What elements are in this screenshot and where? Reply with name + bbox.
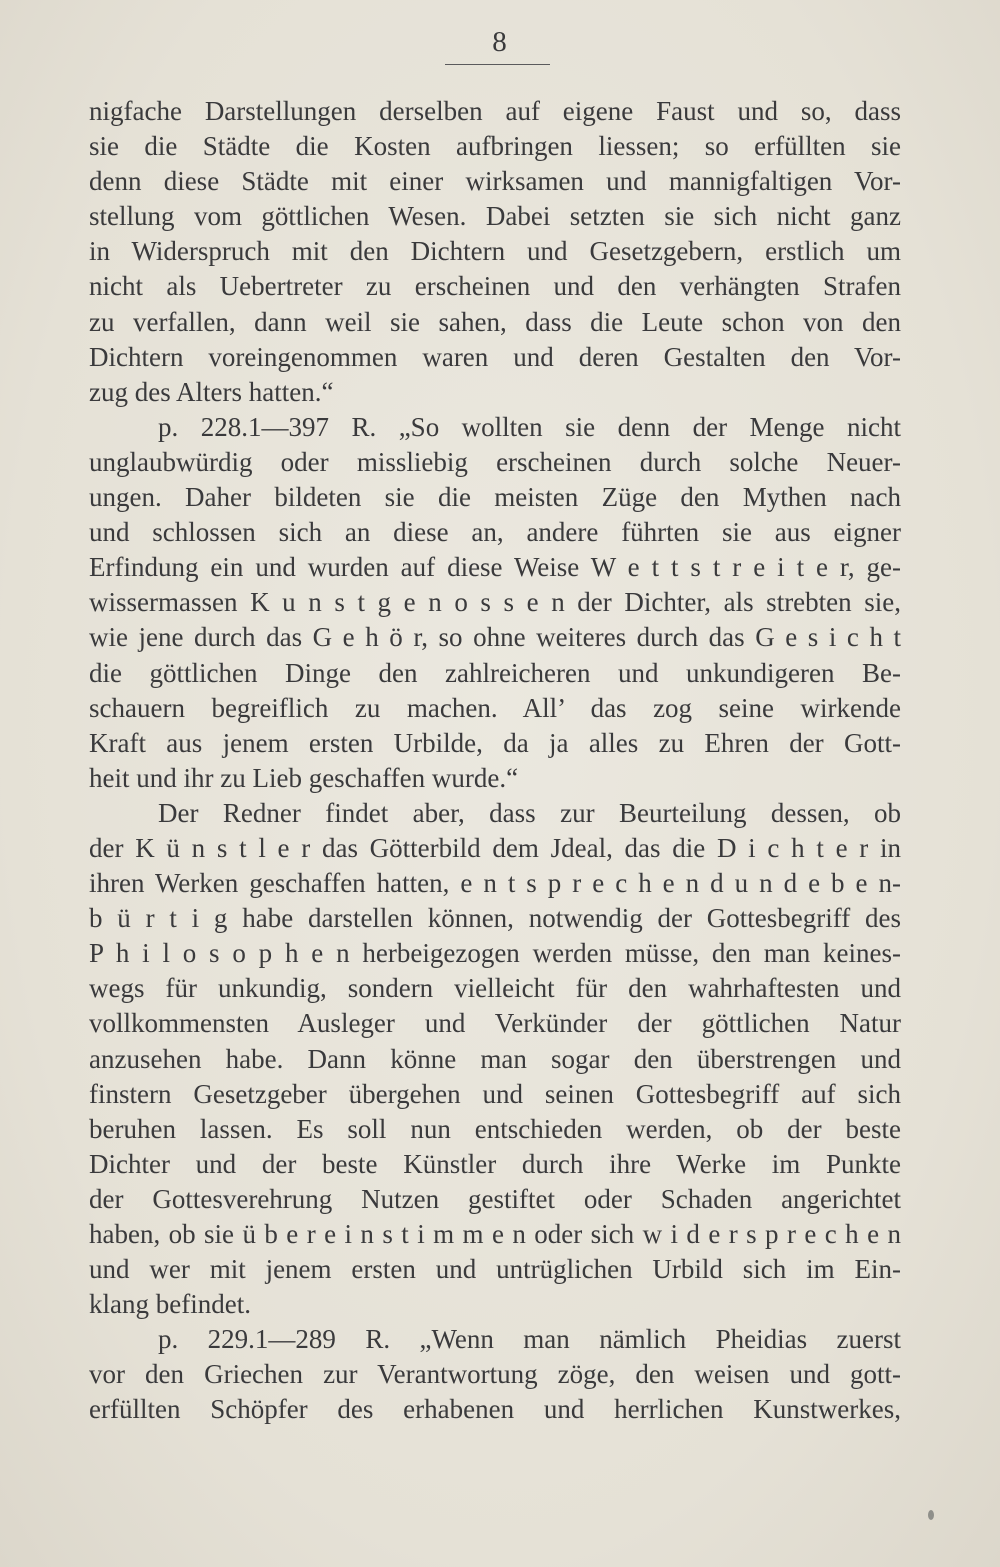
text-line: ungen. Daher bildeten sie die meisten Züge den Mythen nach	[89, 482, 901, 513]
page-number-rule	[445, 64, 550, 65]
text-line: der K ü n s t l e r das Götterbild dem Jdeal, das die D i c h t e r in	[89, 832, 901, 863]
text-line: finstern Gesetzgeber übergehen und seinen Gottesbegriff auf sich	[89, 1078, 901, 1109]
text-line: wegs für unkundig, sondern vielleicht für den wahrhaftesten und	[89, 973, 901, 1004]
text-line: Erfindung ein und wurden auf diese Weise W e t t s t r e i t e r, ge-	[89, 552, 901, 583]
page-number: 8	[492, 26, 508, 58]
text-line: haben, ob sie ü b e r e i n s t i m m e n oder sich w i d e r s p r e c h e n	[89, 1219, 901, 1249]
text-line: nigfache Darstellungen derselben auf eigene Faust und so, dass	[89, 96, 901, 126]
text-line: vor den Griechen zur Verantwortung zöge, den weisen und gott-	[89, 1359, 901, 1390]
ink-spot	[928, 1510, 934, 1520]
text-line: nicht als Uebertreter zu erscheinen und den verhängten Strafen	[89, 271, 901, 302]
body-text	[89, 94, 901, 1428]
text-line: b ü r t i g habe darstellen können, notwendig der Gottesbegriff des	[89, 903, 901, 934]
text-line: vollkommensten Ausleger und Verkünder der göttlichen Natur	[89, 1008, 901, 1039]
text-line: Kraft aus jenem ersten Urbilde, da ja alles zu Ehren der Gott-	[89, 727, 901, 758]
text-line: unglaubwürdig oder missliebig erscheinen durch solche Neuer-	[89, 446, 901, 477]
text-line: und schlossen sich an diese an, andere führten sie aus eigner	[89, 517, 901, 548]
text-line: sie die Städte die Kosten aufbringen liessen; so erfüllten sie	[89, 131, 901, 162]
text-line: stellung vom göttlichen Wesen. Dabei setzten sie sich nicht ganz	[89, 201, 901, 232]
text-line: beruhen lassen. Es soll nun entschieden werden, ob der beste	[89, 1113, 901, 1144]
text-line: und wer mit jenem ersten und untrüglichen Urbild sich im Ein-	[89, 1254, 901, 1285]
text-line: Dichtern voreingenommen waren und deren Gestalten den Vor-	[89, 341, 901, 372]
text-line: erfüllten Schöpfer des erhabenen und herrlichen Kunstwerkes,	[89, 1394, 901, 1425]
text-line: der Gottesverehrung Nutzen gestiftet oder Schaden angerichtet	[89, 1183, 901, 1214]
text-line: die göttlichen Dinge den zahlreicheren und unkundigeren Be-	[89, 657, 901, 688]
text-line: in Widerspruch mit den Dichtern und Gesetzgebern, erstlich um	[89, 236, 901, 267]
text-line: p. 228.1—397 R. „So wollten sie denn der Menge nicht	[158, 411, 901, 442]
text-line: ihren Werken geschaffen hatten, e n t s p r e c h e n d u n d e b e n-	[89, 868, 901, 899]
text-line: anzusehen habe. Dann könne man sogar den überstrengen und	[89, 1043, 901, 1074]
text-line: schauern begreiflich zu machen. All’ das zog seine wirkende	[89, 692, 901, 723]
text-line: Dichter und der beste Künstler durch ihre Werke im Punkte	[89, 1148, 901, 1179]
text-line: wie jene durch das G e h ö r, so ohne weiteres durch das G e s i c h t	[89, 622, 901, 653]
text-line: p. 229.1—289 R. „Wenn man nämlich Pheidias zuerst	[158, 1324, 901, 1355]
text-line: zu verfallen, dann weil sie sahen, dass die Leute schon von den	[89, 306, 901, 337]
text-line: Der Redner findet aber, dass zur Beurteilung dessen, ob	[158, 797, 901, 828]
text-line: heit und ihr zu Lieb geschaffen wurde.“	[89, 762, 519, 793]
text-line: zug des Alters hatten.“	[89, 376, 334, 407]
text-line: wissermassen K u n s t g e n o s s e n der Dichter, als strebten sie,	[89, 587, 901, 618]
text-line: P h i l o s o p h e n herbeigezogen werden müsse, den man keines-	[89, 938, 901, 969]
text-line: denn diese Städte mit einer wirksamen und mannigfaltigen Vor-	[89, 166, 901, 197]
text-line: klang befindet.	[89, 1289, 251, 1320]
